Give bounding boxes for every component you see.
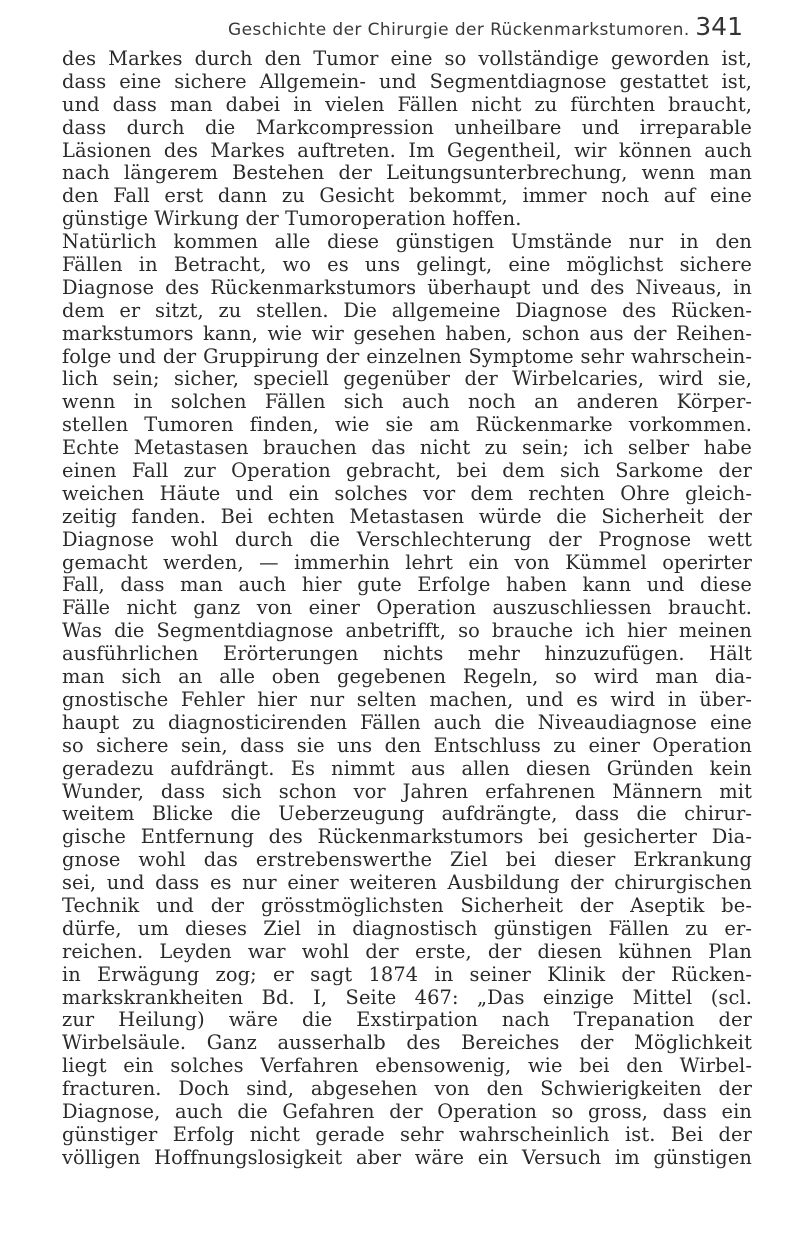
text-line: Diagnose, auch die Gefahren der Operation so gross, dass ein xyxy=(62,1099,752,1123)
text-line: völligen Hoffnungslosigkeit aber wäre ein Versuch im günstigen xyxy=(62,1145,752,1169)
text-line: Wirbelsäule. Ganz ausserhalb des Bereiches der Möglichkeit xyxy=(62,1031,752,1055)
text-line: weitem Blicke die Ueberzeugung aufdrängte, dass die chirur- xyxy=(62,802,752,826)
text-line: geradezu aufdrängt. Es nimmt aus allen diesen Gründen kein xyxy=(62,756,752,780)
text-line: Fällen in Betracht, wo es uns gelingt, eine möglichst sichere xyxy=(62,253,752,277)
text-line: den Fall erst dann zu Gesicht bekommt, immer noch auf eine xyxy=(62,184,752,208)
text-line: zur Heilung) wäre die Exstirpation nach Trepanation der xyxy=(62,1008,752,1032)
body-text xyxy=(62,48,752,1170)
text-line: Läsionen des Markes auftreten. Im Gegentheil, wir können auch xyxy=(62,138,752,162)
text-line: gnostische Fehler hier nur selten machen, und es wird in über- xyxy=(62,687,752,711)
text-line: fracturen. Doch sind, abgesehen von den Schwierigkeiten der xyxy=(62,1077,752,1101)
text-line: gnose wohl das erstrebenswerthe Ziel bei dieser Erkrankung xyxy=(62,848,752,872)
page-number: 341 xyxy=(695,12,743,41)
text-line: gische Entfernung des Rückenmarkstumors bei gesicherter Dia- xyxy=(62,825,752,849)
text-line: man sich an alle oben gegebenen Regeln, so wird man dia- xyxy=(62,665,752,689)
text-line: Fall, dass man auch hier gute Erfolge haben kann und diese xyxy=(62,573,752,597)
text-line: weichen Häute und ein solches vor dem rechten Ohre gleich- xyxy=(62,481,752,505)
text-line: Fälle nicht ganz von einer Operation auszuschliessen braucht. xyxy=(62,596,752,620)
text-line: Diagnose des Rückenmarkstumors überhaupt und des Niveaus, in xyxy=(62,275,752,299)
text-line: nach längerem Bestehen der Leitungsunterbrechung, wenn man xyxy=(62,161,752,185)
text-line: dürfe, um dieses Ziel in diagnostisch günstigen Fällen zu er- xyxy=(62,916,752,940)
text-line: sei, und dass es nur einer weiteren Ausbildung der chirurgischen xyxy=(62,871,752,895)
text-line: Technik und der grösstmöglichsten Sicherheit der Aseptik be- xyxy=(62,893,752,917)
text-line: Echte Metastasen brauchen das nicht zu sein; ich selber habe xyxy=(62,436,752,460)
text-line: in Erwägung zog; er sagt 1874 in seiner Klinik der Rücken- xyxy=(62,962,752,986)
text-line: günstiger Erfolg nicht gerade sehr wahrscheinlich ist. Bei der xyxy=(62,1122,752,1146)
text-line: stellen Tumoren finden, wie sie am Rückenmarke vorkommen. xyxy=(62,413,752,437)
text-line: Diagnose wohl durch die Verschlechterung der Prognose wett xyxy=(62,527,752,551)
text-line: Wunder, dass sich schon vor Jahren erfahrenen Männern mit xyxy=(62,779,752,803)
text-line: lich sein; sicher, speciell gegenüber der Wirbelcaries, wird sie, xyxy=(62,367,752,391)
text-line: markskrankheiten Bd. I, Seite 467: „Das einzige Mittel (scl. xyxy=(62,985,752,1009)
text-line: gemacht werden, — immerhin lehrt ein von Kümmel operirter xyxy=(62,550,752,574)
text-line: des Markes durch den Tumor eine so vollständige geworden ist, xyxy=(62,47,752,70)
text-line: wenn in solchen Fällen sich auch noch an anderen Körper- xyxy=(62,390,752,414)
text-line: so sichere sein, dass sie uns den Entschluss zu einer Operation xyxy=(62,733,752,757)
text-line: markstumors kann, wie wir gesehen haben, schon aus der Reihen- xyxy=(62,321,752,345)
text-line: haupt zu diagnosticirenden Fällen auch die Niveaudiagnose eine xyxy=(62,710,752,734)
text-line: dass eine sichere Allgemein- und Segmentdiagnose gestattet ist, xyxy=(62,69,752,93)
text-line: günstige Wirkung der Tumoroperation hoffen. xyxy=(62,207,522,231)
text-line: zeitig fanden. Bei echten Metastasen würde die Sicherheit der xyxy=(62,504,752,528)
text-line: dass durch die Markcompression unheilbare und irreparable xyxy=(62,115,752,139)
text-line: einen Fall zur Operation gebracht, bei dem sich Sarkome der xyxy=(62,459,752,483)
text-line: dem er sitzt, zu stellen. Die allgemeine Diagnose des Rücken- xyxy=(62,298,752,322)
running-header xyxy=(228,12,743,40)
running-title: Geschichte der Chirurgie der Rückenmarkstumoren. xyxy=(228,20,690,40)
text-line: Natürlich kommen alle diese günstigen Umstände nur in den xyxy=(62,230,752,254)
text-line: liegt ein solches Verfahren ebensowenig, wie bei den Wirbel- xyxy=(62,1054,752,1078)
text-line: reichen. Leyden war wohl der erste, der diesen kühnen Plan xyxy=(62,939,752,963)
text-line: folge und der Gruppirung der einzelnen Symptome sehr wahrschein- xyxy=(62,344,752,368)
text-line: Was die Segmentdiagnose anbetrifft, so brauche ich hier meinen xyxy=(62,619,752,643)
text-line: und dass man dabei in vielen Fällen nicht zu fürchten braucht, xyxy=(62,92,752,116)
text-line: ausführlichen Erörterungen nichts mehr hinzuzufügen. Hält xyxy=(62,642,752,666)
